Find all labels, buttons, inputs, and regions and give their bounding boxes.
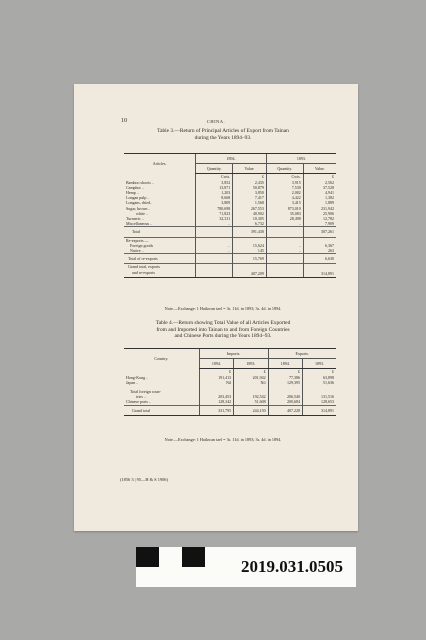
- units-row: Cwts. £ Cwts. £: [124, 174, 336, 180]
- table-row: Longan pulp .. 8,668 7,417 4,422 1,382: [126, 195, 334, 201]
- col-quantity: Quantity.: [196, 164, 233, 174]
- table-row: Total foreign coun-: [124, 389, 336, 394]
- document-page: [74, 84, 358, 531]
- reexports-heading: Re-exports —: [124, 237, 336, 243]
- accession-number: 2019.031.0505: [241, 557, 343, 576]
- page-number: 10: [121, 118, 127, 124]
- running-head: CHINA.: [206, 119, 226, 124]
- checker-pattern: [136, 547, 228, 587]
- table4-trade-by-country: Country. Imports. Exports. 1894. 1893. 1894. 1893. £ £ £ £ Hong-Kong .. 191,413 201,942 77,386 63,898 Japan .. Nil Nil 129,395 51,636 Total foreign coun- tries .. 203,453 192,542 206,540 131,516 Chinese ports .. 128,342 51,608 200,684 128,653 Grand total 331,795 244,150 407,228 314,891: [124, 348, 336, 416]
- table-row: Native .. .. 145 .. 263: [130, 248, 334, 254]
- table3-caption: Table 3.—Return of Principal Articles of Export from Tainan during the Years 1894–93.: [157, 128, 289, 141]
- col-year-1893: 1893.: [266, 154, 336, 164]
- grand-total-row: Grand total, exports: [124, 264, 336, 270]
- table-row: Miscellaneous .. .. 6,732 .. 7,909: [126, 221, 334, 227]
- table-row: Chinese ports .. 128,342 51,608 200,684 128,653: [126, 399, 334, 405]
- table-row: Japan .. Nil Nil 129,395 51,636: [126, 379, 334, 385]
- accession-label: [136, 547, 356, 587]
- col-year-1894: 1894.: [196, 154, 267, 164]
- table-row: white .. 71,823 40,902 35,083 25,906: [136, 210, 334, 216]
- table3-note: Note.—Exchange: 1 Haikwan tael = 3s. 11d. in 1893; 3s. 4d. in 1894.: [164, 306, 282, 311]
- col-country: Country.: [124, 349, 199, 369]
- table-row: Sugar, brown .. 780,698 267,553 873,010 231,942: [126, 205, 334, 211]
- table-row: Camphor .. 13,871 50,879 7,530 37,528: [126, 184, 334, 190]
- table4-caption: Table 4.—Return showing Total Value of all Articles Exported from and Imported into Tainan to and from Foreign Countries and Chinese Ports during the Years 1894–93.: [155, 320, 291, 340]
- table4-note: Note.—Exchange: 1 Haikwan tael = 3s. 11d. in 1893; 3s. 4d. in 1894.: [164, 437, 282, 442]
- reexports-total-row: Total of re-exports 15,769 6,630: [124, 254, 336, 264]
- col-imports: Imports.: [199, 349, 268, 359]
- table-row: Bamboo shoots .. 3,852 2,435 3,915 2,562: [126, 179, 334, 185]
- printer-imprint: (1856 3 | 95—H & S 1906): [120, 477, 168, 482]
- units-row: £ £ £ £: [124, 369, 336, 375]
- col-quantity: Quantity.: [266, 164, 303, 174]
- table-row: Longans, dried.. 3,809 1,568 3,415 1,889: [126, 200, 334, 206]
- table-row: tries .. 203,453 192,542 206,540 131,516: [136, 394, 334, 400]
- table-row: Hong-Kong .. 191,413 201,942 77,386 63,898: [126, 374, 334, 380]
- table-row: Turmeric .. 32,311 10,305 28,498 12,782: [126, 216, 334, 222]
- total-row: Total 391,430 307,261: [124, 227, 336, 237]
- col-articles: Articles.: [124, 154, 196, 174]
- grand-total-row: Grand total 331,795 244,150 407,228 314,891: [124, 405, 336, 415]
- col-value: Value.: [233, 164, 267, 174]
- table-row: Hemp .. 1,203 3,850 2,082 4,941: [126, 190, 334, 196]
- table3-exports: [124, 153, 336, 278]
- grand-total-row-2: and re-exports 407,209 314,891: [124, 270, 336, 278]
- col-exports: Exports.: [268, 349, 336, 359]
- col-value: Value.: [303, 164, 336, 174]
- table-row: Foreign goods .. 15,624 .. 6,367: [130, 242, 334, 248]
